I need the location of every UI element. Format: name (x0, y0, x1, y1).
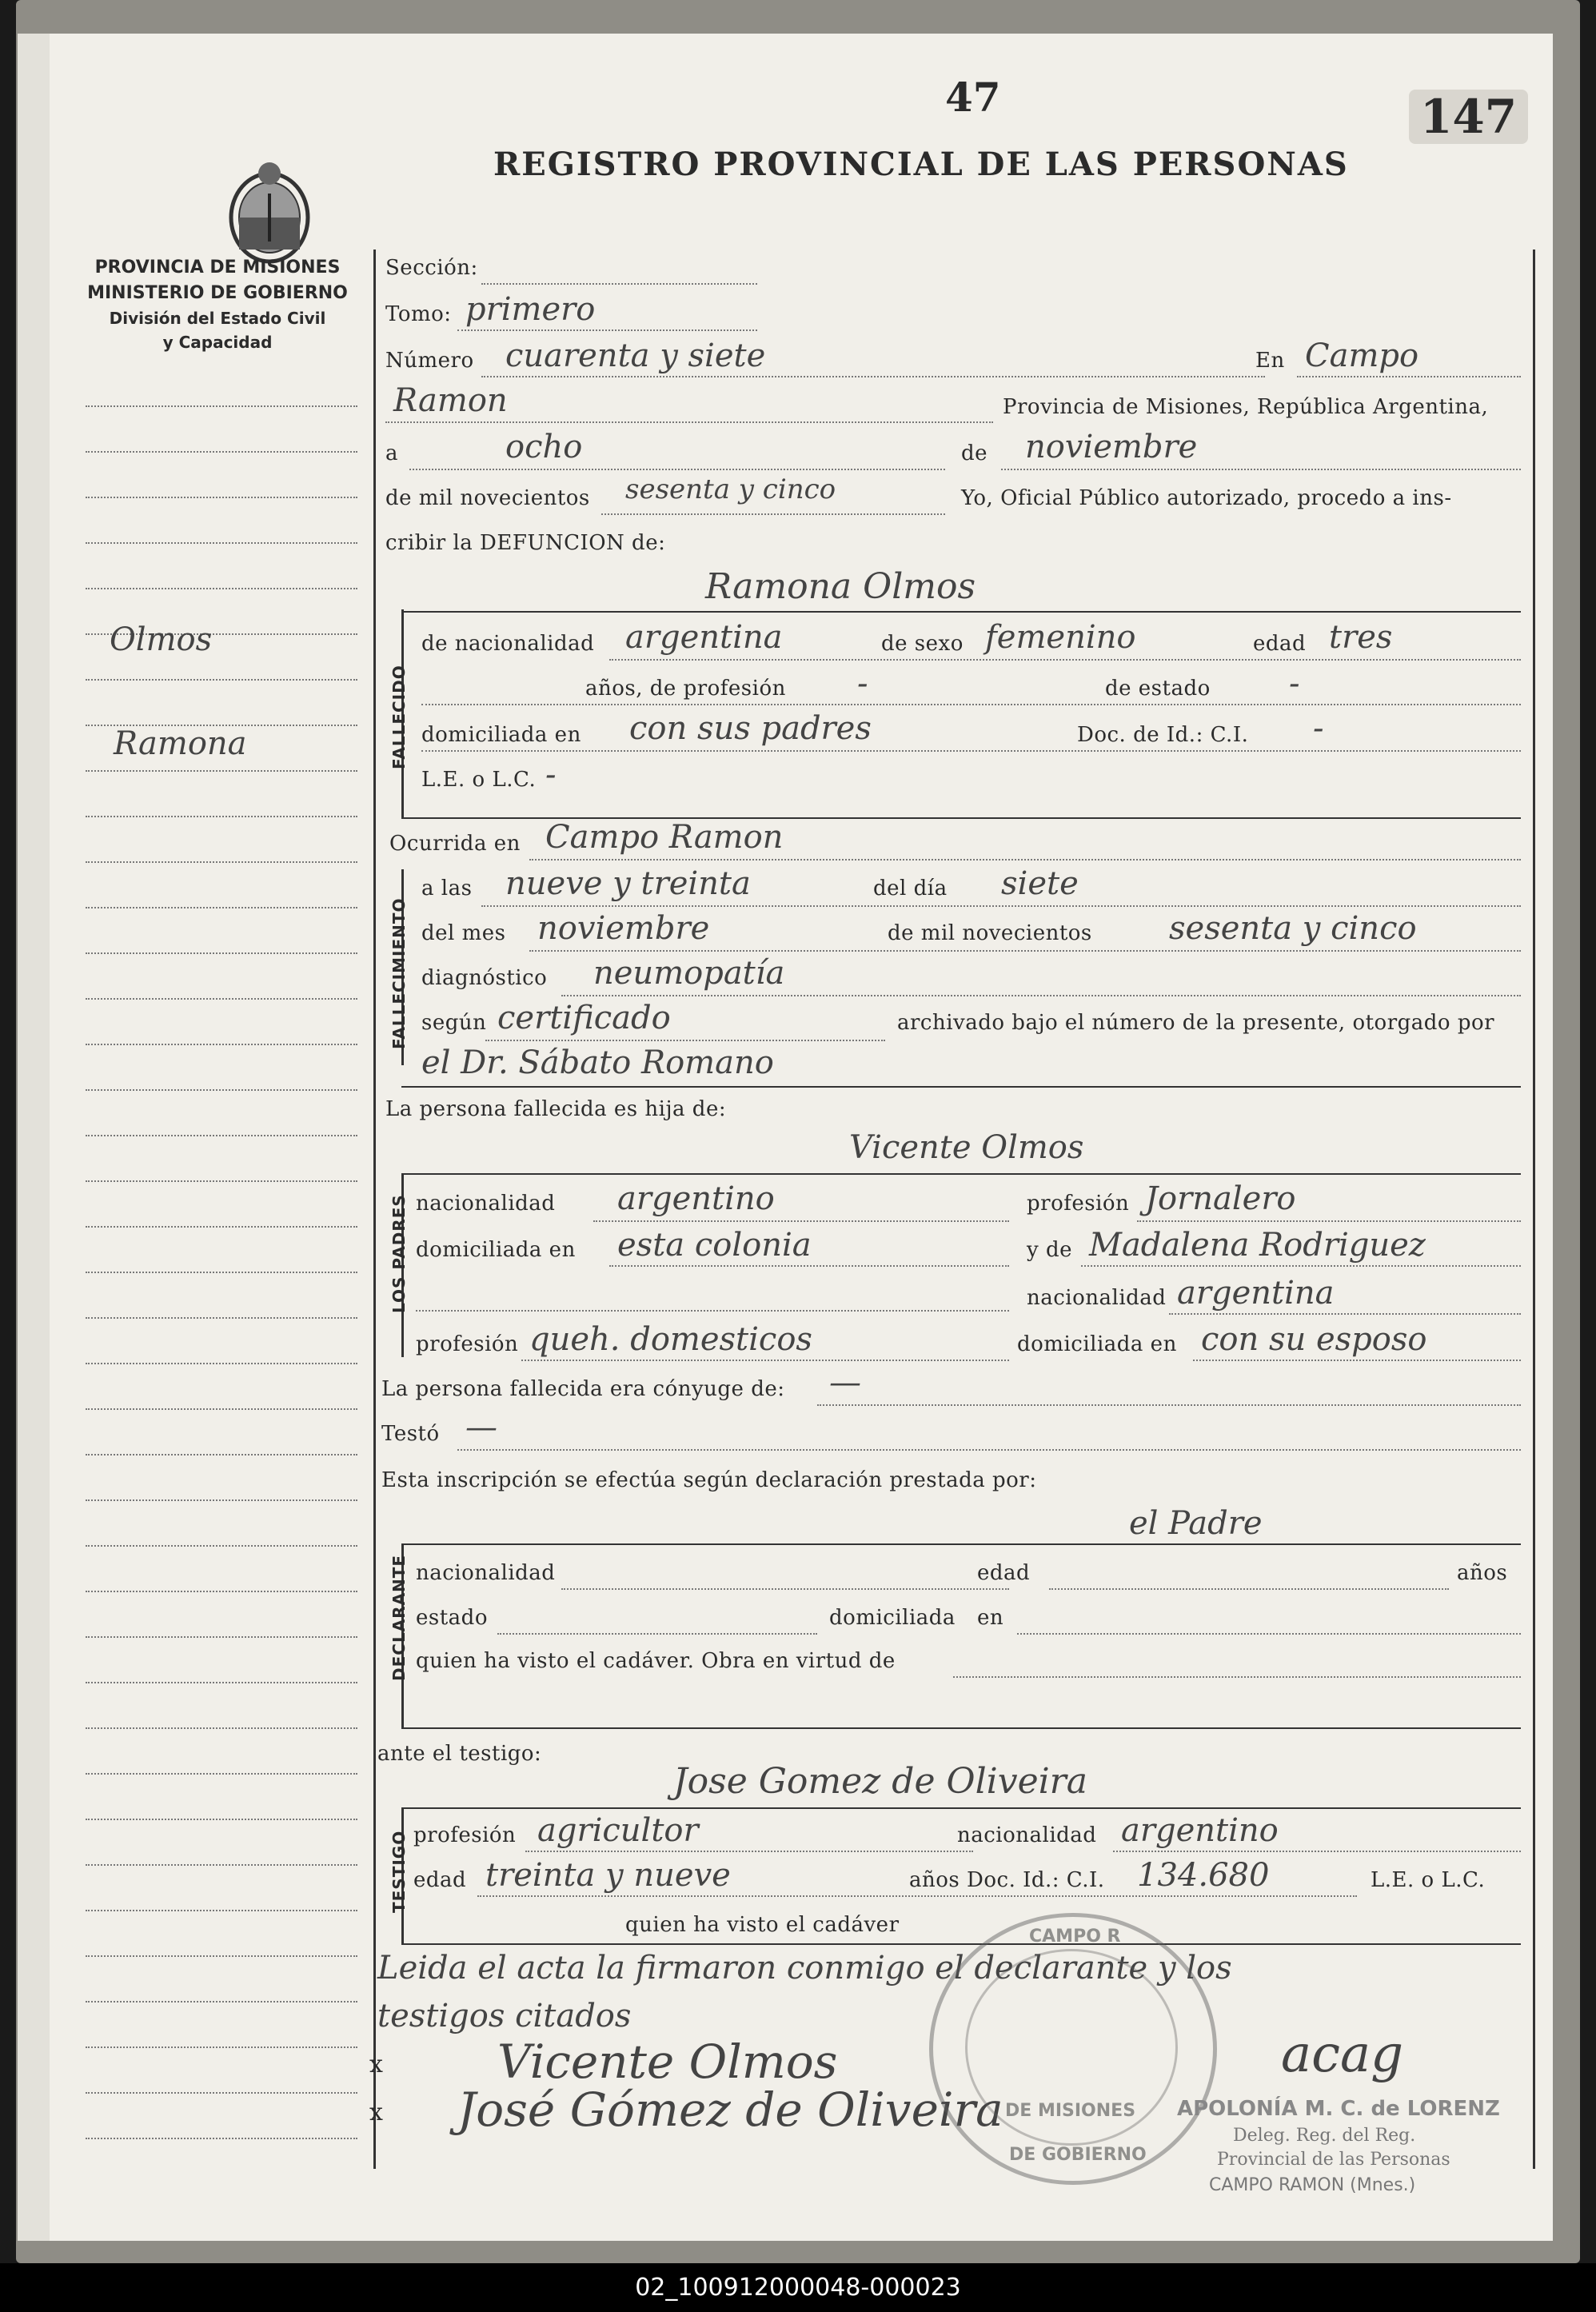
numero-value: cuarenta y siete (505, 337, 766, 374)
division-label: División del Estado Civil (109, 309, 326, 328)
nacionalidad-line (609, 659, 1521, 661)
segun-label: según (421, 1011, 487, 1035)
diagnostico-line (561, 995, 1521, 996)
sidebar-ruled-line (86, 770, 357, 772)
page-title: REGISTRO PROVINCIAL DE LAS PERSONAS (493, 146, 1349, 183)
declarante-estado-label: estado (416, 1606, 488, 1630)
sidebar-ruled-line (86, 2138, 357, 2139)
madre-profesion-line (521, 1360, 1009, 1361)
sexo-value: femenino (985, 619, 1136, 656)
tomo-value: primero (465, 291, 596, 328)
hora-line (481, 905, 1521, 907)
declarante-domicilio-line (1017, 1633, 1521, 1635)
declarante-domicilio-label: domiciliada (829, 1606, 956, 1630)
del-dia-value: siete (1001, 865, 1079, 902)
segun-value: certificado (497, 1000, 671, 1036)
madre-profesion-label: profesión (416, 1332, 519, 1356)
edad-value: tres (1329, 619, 1393, 656)
declarante-obra-line (953, 1676, 1521, 1678)
tomo-label: Tomo: (385, 302, 452, 326)
padre-profesion-line (1137, 1220, 1521, 1222)
padre-nacionalidad-label: nacionalidad (416, 1192, 556, 1216)
place-line (385, 421, 993, 423)
stamp-side-text: DE MISIONES (1005, 2101, 1136, 2121)
padre-profesion-value: Jornalero (1145, 1180, 1296, 1217)
fallecimiento-bottom-line (401, 1086, 1521, 1088)
madre-domicilio-line (1193, 1360, 1521, 1361)
mes-line (1001, 469, 1521, 470)
domiciliada-line (421, 750, 1521, 752)
testo-line (457, 1449, 1521, 1451)
testo-label: Testó (381, 1422, 440, 1446)
blank-line (416, 1310, 1009, 1312)
provincia-text: Provincia de Misiones, República Argentina, (1003, 395, 1489, 419)
anio-line (601, 513, 945, 515)
fallecido-side-label: FALLECIDO (389, 665, 409, 769)
file-id-caption: 02_100912000048-000023 (0, 2263, 1596, 2312)
otorgado-value: el Dr. Sábato Romano (421, 1044, 774, 1081)
fallecido-name: Ramona Olmos (705, 566, 976, 607)
coat-of-arms-icon (225, 154, 313, 274)
official-signature: acag (1281, 2025, 1404, 2084)
de-mil-value: sesenta y cinco (1169, 910, 1417, 947)
madre-name: Madalena Rodriguez (1089, 1227, 1426, 1264)
de-label: de (961, 441, 988, 465)
sidebar-ruled-line (86, 1454, 357, 1455)
a-label: a (385, 441, 399, 465)
sidebar-ruled-line (86, 542, 357, 544)
testigo-nacionalidad-label: nacionalidad (957, 1823, 1097, 1847)
dia-value: ocho (505, 429, 583, 465)
sidebar-ruled-line (86, 1180, 357, 1182)
edad-label: edad (1253, 632, 1307, 656)
stamp-bottom-text: DE GOBIERNO (1009, 2145, 1147, 2165)
profesion-line (421, 704, 1521, 705)
official-registry: Provincial de las Personas (1217, 2150, 1450, 2170)
sidebar-ruled-line (86, 1089, 357, 1091)
official-location: CAMPO RAMON (Mnes.) (1209, 2175, 1416, 2195)
numero-line (481, 376, 1265, 377)
fallecido-name-line (401, 611, 1521, 613)
page-number: 47 (945, 74, 1001, 121)
y-de-label: y de (1027, 1238, 1072, 1262)
sidebar-ruled-line (86, 998, 357, 1000)
nacionalidad-value: argentina (625, 619, 783, 656)
padre-nacionalidad-value: argentino (617, 1180, 775, 1217)
declarante-visto-text: quien ha visto el cadáver. Obra en virtud de (416, 1649, 896, 1673)
sidebar-ruled-line (86, 1727, 357, 1729)
declarante-edad-line (1049, 1588, 1449, 1590)
conyuge-text: La persona fallecida era cónyuge de: (381, 1377, 785, 1401)
anios-profesion-label: años, de profesión (585, 677, 786, 701)
sidebar-ruled-line (86, 1682, 357, 1683)
sidebar-ruled-line (86, 1408, 357, 1410)
declarante-value: el Padre (1129, 1505, 1263, 1542)
anio-value: sesenta y cinco (625, 473, 836, 505)
declarante-anios-label: años (1457, 1561, 1508, 1585)
testigo-profesion-line (525, 1851, 973, 1852)
madre-profesion-value: queh. domesticos (529, 1321, 812, 1358)
sidebar-ruled-line (86, 1591, 357, 1592)
declarante-line (401, 1543, 1521, 1545)
a-las-label: a las (421, 876, 473, 900)
sidebar-ruled-line (86, 2092, 357, 2094)
padre-domicilio-label: domiciliada en (416, 1238, 576, 1262)
signature-father: Vicente Olmos (497, 2034, 838, 2089)
domiciliada-label: domiciliada en (421, 723, 581, 747)
sidebar-ruled-line (86, 1545, 357, 1547)
del-mes-line (529, 950, 1521, 952)
en-line (1297, 376, 1521, 377)
sexo-label: de sexo (881, 632, 964, 656)
declarante-side-label: DECLARANTE (389, 1554, 409, 1681)
en-value: Campo (1305, 337, 1419, 374)
testigo-le-label: L.E. o L.C. (1371, 1868, 1486, 1892)
ocurrida-line (529, 859, 1521, 861)
ante-testigo-text: ante el testigo: (377, 1742, 542, 1766)
mes-value: noviembre (1025, 429, 1198, 465)
padre-nacionalidad-line (593, 1220, 1009, 1222)
profesion-value: - (857, 665, 868, 702)
testigo-doc-value: 134.680 (1137, 1857, 1270, 1894)
padres-side-label: LOS PADRES (389, 1194, 409, 1313)
sidebar-ruled-line (86, 2001, 357, 2003)
estado-label: de estado (1105, 677, 1211, 701)
inscribir-text: cribir la DEFUNCION de: (385, 531, 666, 555)
testigo-edad-line (477, 1895, 1357, 1897)
sidebar-ruled-line (86, 1226, 357, 1228)
capacity-label: y Capacidad (162, 333, 273, 352)
madre-nacionalidad-label: nacionalidad (1027, 1286, 1167, 1310)
madre-name-line (1081, 1265, 1521, 1267)
del-mes-label: del mes (421, 921, 506, 945)
sidebar-ruled-line (86, 1317, 357, 1319)
testigo-bottom-line (401, 1943, 1521, 1945)
declarante-nacionalidad-line (561, 1588, 1009, 1590)
domiciliada-value: con sus padres (629, 710, 872, 747)
estado-value: - (1289, 665, 1300, 702)
official-title: Deleg. Reg. del Reg. (1233, 2126, 1416, 2146)
doc-value: - (1313, 710, 1324, 747)
ocurrida-label: Ocurrida en (389, 832, 521, 856)
tomo-line (457, 329, 757, 331)
province-label: PROVINCIA DE MISIONES (94, 258, 341, 278)
testigo-edad-label: edad (413, 1868, 467, 1892)
testigo-edad-value: treinta y nueve (485, 1857, 731, 1894)
hija-de-text: La persona fallecida es hija de: (385, 1097, 727, 1121)
sidebar-ruled-line (86, 405, 357, 407)
sidebar-ruled-line (86, 1499, 357, 1501)
anio-label: de mil novecientos (385, 486, 590, 510)
declarante-en-label: en (977, 1606, 1004, 1630)
sidebar-ruled-line (86, 2046, 357, 2048)
en-label: En (1255, 349, 1285, 373)
testigo-name: Jose Gomez de Oliveira (673, 1761, 1087, 1802)
archivado-text: archivado bajo el número de la presente, otorgado por (897, 1011, 1495, 1035)
binding-strip (18, 34, 51, 2241)
del-mes-value: noviembre (537, 910, 710, 947)
testigo-visto-text: quien ha visto el cadáver (625, 1913, 900, 1937)
form-right-border (1533, 250, 1535, 2169)
stamp-top-text: CAMPO R (1029, 1927, 1121, 1947)
signature-witness: José Gómez de Oliveira (457, 2082, 1003, 2137)
folio-number: 147 (1409, 90, 1528, 144)
declarante-estado-line (497, 1633, 817, 1635)
seccion-label: Sección: (385, 256, 478, 280)
le-label: L.E. o L.C. (421, 768, 537, 792)
sidebar-ruled-line (86, 1773, 357, 1775)
testo-value: — (465, 1409, 497, 1446)
testigo-name-line (401, 1807, 1521, 1809)
numero-label: Número (385, 349, 474, 373)
de-mil-label: de mil novecientos (888, 921, 1092, 945)
declarante-edad-label: edad (977, 1561, 1031, 1585)
ocurrida-value: Campo Ramon (545, 819, 784, 856)
le-value: - (545, 757, 557, 793)
oficial-text: Yo, Oficial Público autorizado, procedo a ins- (961, 486, 1452, 510)
nacionalidad-label: de nacionalidad (421, 632, 595, 656)
sidebar-ruled-line (86, 1910, 357, 1911)
ministry-label: MINISTERIO DE GOBIERNO (87, 283, 348, 303)
sidebar-ruled-line (86, 1819, 357, 1820)
del-dia-label: del día (873, 876, 948, 900)
sidebar-ruled-line (86, 861, 357, 863)
sidebar-ruled-line (86, 1272, 357, 1273)
conyuge-line (817, 1404, 1521, 1406)
sidebar-ruled-line (86, 497, 357, 498)
sidebar-ruled-line (86, 1955, 357, 1957)
sidebar-ruled-line (86, 451, 357, 453)
place-continued: Ramon (393, 382, 508, 419)
padre-name-line (401, 1173, 1521, 1175)
madre-domicilio-value: con su esposo (1201, 1321, 1427, 1358)
diagnostico-value: neumopatía (593, 955, 785, 992)
conyuge-value: — (829, 1364, 861, 1401)
declarante-nacionalidad-label: nacionalidad (416, 1561, 556, 1585)
padre-domicilio-value: esta colonia (617, 1227, 812, 1264)
dia-line (409, 469, 945, 470)
declaracion-text: Esta inscripción se efectúa según declaración prestada por: (381, 1468, 1037, 1492)
sidebar-ruled-line (86, 952, 357, 954)
diagnostico-label: diagnóstico (421, 966, 548, 990)
sidebar-ruled-line (86, 1135, 357, 1136)
document-page (50, 34, 1553, 2241)
closing-line-1: Leida el acta la firmaron conmigo el declarante y los (377, 1950, 1232, 1987)
sidebar-ruled-line (86, 1864, 357, 1866)
sidebar-ruled-line (86, 1044, 357, 1045)
testigo-anios-label: años Doc. Id.: C.I. (909, 1868, 1105, 1892)
madre-nacionalidad-line (1169, 1313, 1521, 1315)
sidebar-ruled-line (86, 907, 357, 908)
sidebar-ruled-line (86, 816, 357, 817)
segun-line (485, 1040, 885, 1041)
doc-label: Doc. de Id.: C.I. (1077, 723, 1249, 747)
padre-domicilio-line (609, 1265, 1009, 1267)
sidebar-surname: Olmos (110, 621, 213, 658)
testigo-nacionalidad-value: argentino (1121, 1812, 1279, 1849)
testigo-nacionalidad-line (1113, 1851, 1521, 1852)
official-name: APOLONÍA M. C. de LORENZ (1177, 2097, 1500, 2121)
madre-domicilio-label: domiciliada en (1017, 1332, 1177, 1356)
testigo-side-label: TESTIGO (389, 1830, 409, 1913)
testigo-profesion-label: profesión (413, 1823, 517, 1847)
padre-name: Vicente Olmos (849, 1129, 1084, 1166)
closing-line-2: testigos citados (377, 1998, 632, 2034)
declarante-bottom-line (401, 1727, 1521, 1729)
sidebar-ruled-line (86, 679, 357, 681)
x-mark-2: x (369, 2098, 383, 2126)
hora-value: nueve y treinta (505, 865, 751, 902)
madre-nacionalidad-value: argentina (1177, 1275, 1335, 1312)
seccion-line (481, 283, 757, 285)
fallecimiento-side-label: FALLECIMIENTO (389, 897, 409, 1049)
sidebar-ruled-line (86, 1363, 357, 1364)
sidebar-ruled-line (86, 588, 357, 589)
padre-profesion-label: profesión (1027, 1192, 1130, 1216)
official-stamp (929, 1913, 1217, 2185)
sidebar-ruled-line (86, 1636, 357, 1638)
sidebar-name: Ramona (114, 725, 247, 762)
x-mark-1: x (369, 2050, 383, 2078)
form-left-border (373, 250, 376, 2169)
testigo-profesion-value: agricultor (537, 1812, 699, 1849)
